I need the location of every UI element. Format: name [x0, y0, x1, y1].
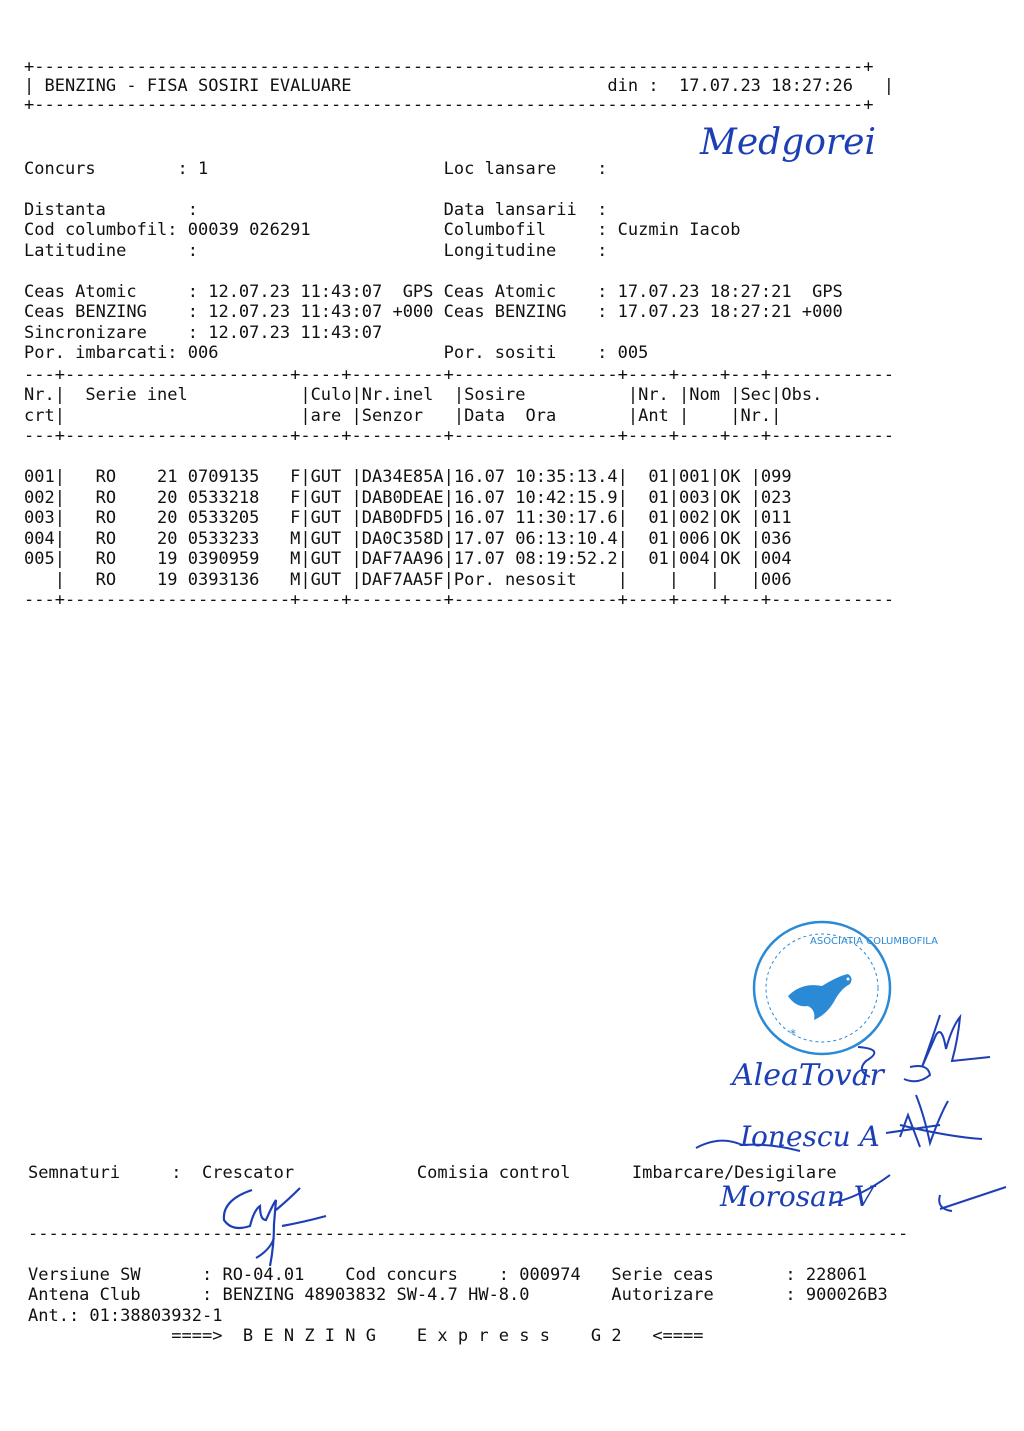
signature-name-1: AleaTovar — [732, 1058, 884, 1093]
svg-text:*: * — [790, 1027, 796, 1041]
table-row: 005| RO 19 0390959 M|GUT |DAF7AA96|17.07 08:19:52.2| 01|004|OK |004 — [24, 549, 792, 569]
table-row: 003| RO 20 0533205 F|GUT |DAB0DFD5|16.07 11:30:17.6| 01|002|OK |011 — [24, 508, 792, 528]
table-row-spacer — [24, 447, 34, 467]
footer-line-antena: Antena Club : BENZING 48903832 SW-4.7 HW-8.0 Autorizare : 900026B3 — [28, 1285, 888, 1305]
info-line-concurs: Concurs : 1 Loc lansare : — [24, 158, 608, 179]
header-border-bottom: +---------------------------------------------------------------------------------+ — [24, 95, 874, 115]
table-row: 004| RO 20 0533233 M|GUT |DA0C358D|17.07 06:13:10.4| 01|006|OK |036 — [24, 528, 792, 549]
table-header-row-2: crt| |are |Senzor |Data Ora |Ant | |Nr.| — [24, 405, 782, 426]
footer-line-ant: Ant.: 01:38803932-1 — [28, 1305, 223, 1326]
table-rule-top: ---+----------------------+----+---------+----------------+----+----+---+------------ — [24, 364, 894, 385]
info-line-ceas-benzing: Ceas BENZING : 12.07.23 11:43:07 +000 Ceas BENZING : 17.07.23 18:27:21 +000 — [24, 302, 843, 322]
footer-line-brand: ====> B E N Z I N G E x p r e s s G 2 <==== — [28, 1326, 704, 1346]
info-line-latitudine: Latitudine : Longitudine : — [24, 240, 608, 261]
table-row: | RO 19 0393136 M|GUT |DAF7AA5F|Por. nesosit | | | |006 — [24, 569, 792, 590]
info-line-ceas-atomic: Ceas Atomic : 12.07.23 11:43:07 GPS Ceas Atomic : 17.07.23 18:27:21 GPS — [24, 281, 843, 302]
table-header-row-1: Nr.| Serie inel |Culo|Nr.inel |Sosire |Nr. |Nom |Sec|Obs. — [24, 385, 823, 405]
table-row: 002| RO 20 0533218 F|GUT |DAB0DEAE|16.07 10:42:15.9| 01|003|OK |023 — [24, 487, 792, 508]
arrivals-table — [24, 344, 894, 611]
info-line-porumbei: Por. imbarcati: 006 Por. sositi : 005 — [24, 343, 649, 363]
report-title: | BENZING - FISA SOSIRI EVALUARE din : 17.07.23 18:27:26 | — [24, 76, 894, 96]
signature-name-2: Ionescu A — [740, 1120, 880, 1153]
signatures-line: Semnaturi : Crescator Comisia control Imbarcare/Desigilare — [28, 1163, 837, 1183]
table-row: 001| RO 21 0709135 F|GUT |DA34E85A|16.07 10:35:13.4| 01|001|OK |099 — [24, 467, 792, 487]
table-rule-mid: ---+----------------------+----+---------+----------------+----+----+---+------------ — [24, 426, 894, 446]
info-line-distanta: Distanta : Data lansarii : — [24, 199, 608, 220]
info-line-cod-columbofil: Cod columbofil: 00039 026291 Columbofil : Cuzmin Iacob — [24, 220, 741, 240]
footer-info — [28, 1244, 888, 1347]
contest-info — [24, 138, 843, 364]
stamp-text: ASOCIATIA COLUMBOFILA — [810, 936, 938, 947]
footer-line-versiune: Versiune SW : RO-04.01 Cod concurs : 000974 Serie ceas : 228061 — [28, 1264, 868, 1285]
header-border-top: +---------------------------------------------------------------------------------+ — [24, 57, 874, 77]
handwritten-loc-lansare: Medgorei — [700, 122, 876, 163]
signature-name-3: Morosan V — [720, 1180, 874, 1213]
footer-rule: -------------------------------------------------------------------------------------- — [28, 1224, 909, 1244]
table-rule-bottom: ---+----------------------+----+---------+----------------+----+----+---+------------ — [24, 590, 894, 610]
info-line-sincronizare: Sincronizare : 12.07.23 11:43:07 — [24, 322, 383, 343]
